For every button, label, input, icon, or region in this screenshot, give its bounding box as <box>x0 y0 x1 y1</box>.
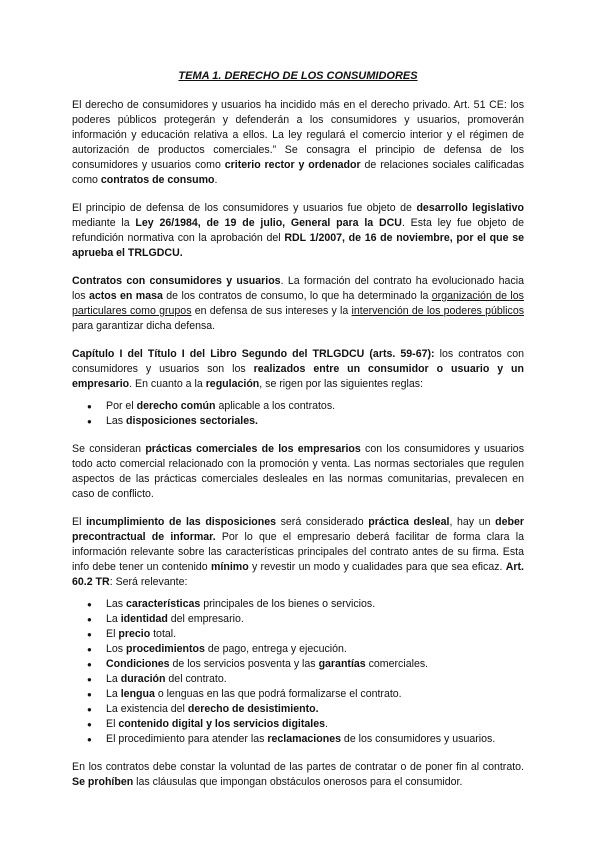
text: mediante la <box>72 217 136 229</box>
bold-text: desarrollo legislativo <box>416 202 524 214</box>
text: El procedimiento para atender las <box>106 733 268 745</box>
paragraph-chapter <box>72 347 524 392</box>
text: El <box>72 516 87 528</box>
bold-text: precio <box>118 628 151 640</box>
text: La <box>106 673 121 685</box>
text: El <box>106 718 119 730</box>
list-item <box>106 732 524 747</box>
underlined-text: organización de los particulares como grupos <box>72 290 524 317</box>
text: comerciales. <box>365 658 429 670</box>
text: Las <box>106 415 127 427</box>
list-item <box>106 627 524 642</box>
bold-text: Capítulo I del Título I del Libro Segundo del TRLGDCU (arts. 59-67): <box>72 348 435 360</box>
text: El <box>106 628 119 640</box>
paragraph-noncompliance <box>72 515 524 590</box>
paragraph-intro <box>72 98 524 188</box>
list-item <box>106 414 524 429</box>
bold-text: mínimo <box>211 561 249 573</box>
list-item <box>106 597 524 612</box>
bold-text: Art. 60.2 TR <box>72 561 524 588</box>
bullet-list-rules <box>72 399 524 429</box>
document-title: TEMA 1. DERECHO DE LOS CONSUMIDORES <box>178 70 418 82</box>
text: y revestir un modo y cualidades para que sea eficaz. <box>248 561 506 573</box>
text: Los <box>106 643 127 655</box>
bold-text: derecho de desistimiento. <box>187 703 319 715</box>
list-item <box>106 399 524 414</box>
bold-text: Contratos con consumidores y usuarios <box>72 275 281 287</box>
list-item <box>106 642 524 657</box>
bold-text: RDL 1/2007, de 16 de noviembre, por el que se aprueba el TRLGDCU. <box>72 232 524 259</box>
text: . En cuanto a la <box>129 378 206 390</box>
text: , hay un <box>449 516 496 528</box>
bold-text: deber precontractual de informar. <box>72 516 525 543</box>
text: La <box>106 688 121 700</box>
text: . Esta ley fue objeto de refundición normativa con la aprobación del <box>72 217 524 244</box>
underlined-text: intervención de los poderes públicos <box>351 305 525 317</box>
text: de pago, entrega y ejecución. <box>204 643 347 655</box>
text: las cláusulas que impongan obstáculos onerosos para el consumidor. <box>133 776 463 788</box>
text: . <box>214 174 218 186</box>
bold-text: identidad <box>120 613 168 625</box>
bold-text: garantías <box>318 658 366 670</box>
bold-text: disposiciones sectoriales. <box>126 415 258 427</box>
text: , se rigen por las siguientes reglas: <box>259 378 423 390</box>
list-item <box>106 612 524 627</box>
bold-text: procedimientos <box>126 643 205 655</box>
list-item <box>106 657 524 672</box>
bold-text: características <box>126 598 201 610</box>
bold-text: realizados entre un consumidor o usuario y un empresario <box>72 363 524 390</box>
bold-text: práctica desleal <box>368 516 450 528</box>
list-item <box>106 717 524 732</box>
paragraph-contracts <box>72 274 524 334</box>
paragraph-commercial-practices <box>72 442 524 502</box>
bold-text: actos en masa <box>88 290 163 302</box>
bold-text: Se prohíben <box>72 776 134 788</box>
text: La existencia del <box>106 703 188 715</box>
bold-text: contratos de consumo <box>100 174 215 186</box>
bold-text: regulación <box>205 378 260 390</box>
paragraph-legislation <box>72 201 524 261</box>
text: Se consideran <box>72 443 146 455</box>
bold-text: Ley 26/1984, de 19 de julio, General para la DCU <box>135 217 402 229</box>
text: total. <box>150 628 177 640</box>
bold-text: prácticas comerciales de los empresarios <box>145 443 361 455</box>
list-item <box>106 672 524 687</box>
text: . La formación del contrato ha evolucionado hacia los <box>72 275 524 302</box>
text: En los contratos debe constar la voluntad de las partes de contratar o de poner fin al contrato. <box>72 761 524 773</box>
bullet-list-relevant-info <box>72 597 524 747</box>
bold-text: derecho común <box>136 400 216 412</box>
text: Las <box>106 598 127 610</box>
text: aplicable a los contratos. <box>215 400 336 412</box>
text: de los contratos de consumo, lo que ha determinado la <box>162 290 432 302</box>
text: en defensa de sus intereses y la <box>191 305 352 317</box>
bold-text: Condiciones <box>106 658 170 670</box>
text: del empresario. <box>167 613 244 625</box>
text: de los consumidores y usuarios. <box>340 733 496 745</box>
text: principales de los bienes o servicios. <box>200 598 376 610</box>
text: El principio de defensa de los consumidores y usuarios fue objeto de <box>72 202 417 214</box>
bold-text: reclamaciones <box>267 733 341 745</box>
text: La <box>106 613 121 625</box>
text: de los servicios posventa y las <box>169 658 319 670</box>
text: : Será relevante: <box>109 576 188 588</box>
list-item <box>106 702 524 717</box>
text: Por el <box>106 400 137 412</box>
bold-text: contenido digital y los servicios digitales <box>118 718 326 730</box>
bold-text: duración <box>120 673 166 685</box>
text: para garantizar dicha defensa. <box>72 320 216 332</box>
text: o lenguas en las que podrá formalizarse el contrato. <box>154 688 402 700</box>
text: El derecho de consumidores y usuarios ha incidido más en el derecho privado. Art. 51 CE: los poderes públicos protegerán y defenderán a los consumidores y usuarios, promoverán información y educación relativa a ellos. La ley regulará el comercio interior y el régimen de autorización de productos comerciales.” Se consagra el principio de defensa de los consumidores y usuarios como <box>72 99 524 171</box>
bold-text: lengua <box>120 688 155 700</box>
bold-text: criterio rector y ordenador <box>224 159 361 171</box>
text: de relaciones sociales calificadas como <box>72 159 524 186</box>
bold-text: incumplimiento de las disposiciones <box>86 516 276 528</box>
text: del contrato. <box>165 673 227 685</box>
text: Por lo que el empresario deberá facilitar de forma clara la información relevante sobre las características principales del contrato antes de su firma. Esta info debe tener un contenido <box>72 531 524 573</box>
text: los contratos con consumidores y usuarios son los <box>72 348 524 375</box>
paragraph-prohibited-clauses <box>72 760 524 790</box>
text: será considerado <box>275 516 369 528</box>
list-item <box>106 687 524 702</box>
text: . <box>325 718 328 730</box>
text: con los consumidores y usuarios todo acto comercial relacionado con la promoción y venta. Las normas sectoriales que regulen aspectos de las prácticas comerciales desleales en las normas comunitarias, prevalecen en caso de conflicto. <box>72 443 524 500</box>
